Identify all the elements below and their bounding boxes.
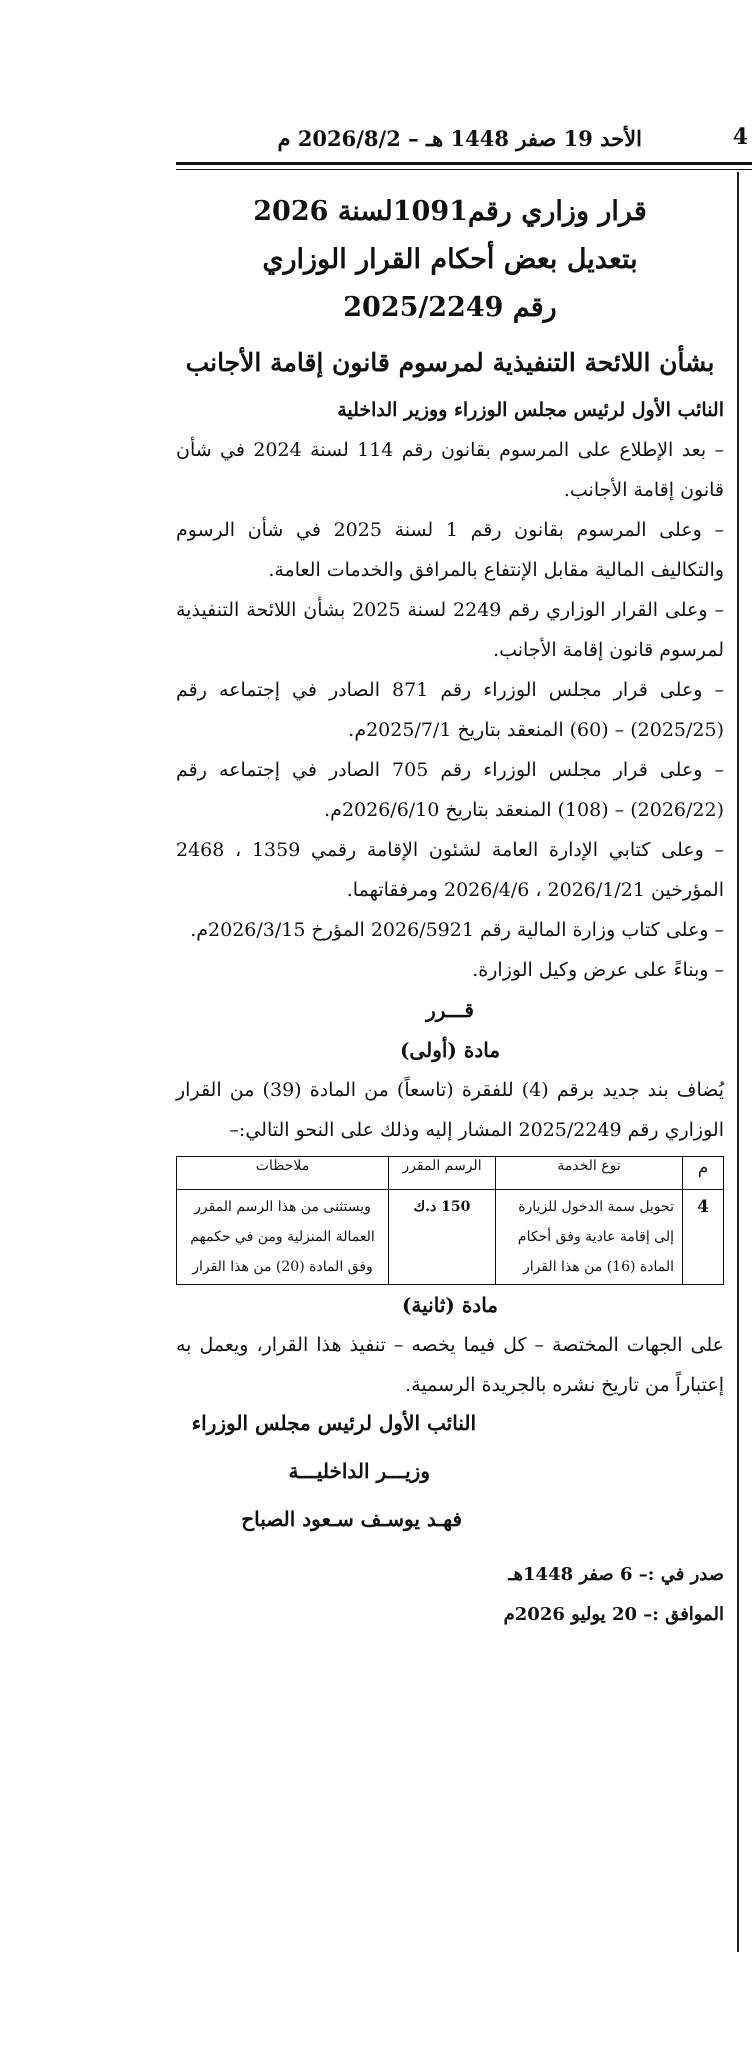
preamble-item: – وعلى القرار الوزاري رقم 2249 لسنة 2025 بشأن اللائحة التنفيذية لمرسوم قانون إقامة الأجانب. (176, 599, 724, 661)
header-fee: الرسم المقرر (389, 1157, 496, 1190)
signatory-name: فهـد يوسـف سـعود الصباح (241, 1507, 462, 1531)
header-notes: ملاحظات (177, 1157, 389, 1190)
header-rule-thick (176, 162, 752, 165)
issuer-line: النائب الأول لرئيس مجلس الوزراء ووزير الداخلية (337, 399, 724, 421)
preamble-item: – وعلى كتاب وزارة المالية رقم 2026/5921 المؤرخ 2026/3/15م. (190, 919, 724, 941)
decree-subtitle: بتعديل بعض أحكام القرار الوزاري (262, 244, 638, 275)
preamble-item: – وعلى كتابي الإدارة العامة لشئون الإقامة رقمي 1359 ، 2468 المؤرخين 2026/1/21 ، 2026/4/6 ومرفقاتهما. (176, 839, 724, 901)
signatory-ministry: وزيـــر الداخليـــة (288, 1459, 430, 1483)
decree-reference-number: رقم 2025/2249 (343, 292, 557, 323)
article-1-text: يُضاف بند جديد برقم (4) للفقرة (تاسعاً) من المادة (39) من القرار الوزاري رقم 2025/2249 المشار إليه وذلك على النحو التالي:– (176, 1079, 725, 1141)
header-rule-thin (176, 169, 752, 170)
header-service-type: نوع الخدمة (496, 1157, 683, 1190)
cell-number: 4 (683, 1190, 724, 1285)
table-row (177, 1190, 724, 1285)
header-number: م (683, 1157, 724, 1190)
preamble-item: – بعد الإطلاع على المرسوم بقانون رقم 114 لسنة 2024 في شأن قانون إقامة الأجانب. (176, 439, 724, 501)
decree-title: قرار وزاري رقم1091لسنة 2026 (253, 196, 647, 227)
preamble-item: – وبناءً على عرض وكيل الوزارة. (472, 959, 724, 981)
preamble-item: – وعلى قرار مجلس الوزراء رقم 705 الصادر في إجتماعه رقم (2026/22) – (108) المنعقد بتاريخ 2026/6/10م. (176, 759, 724, 821)
article-2-heading: مادة (ثانية) (401, 1293, 499, 1317)
article-2-text: على الجهات المختصة – كل فيما يخصه – تنفيذ هذا القرار، ويعمل به إعتباراً من تاريخ نشره بالجريدة الرسمية. (176, 1334, 724, 1396)
decree-subject: بشأن اللائحة التنفيذية لمرسوم قانون إقامة الأجانب (185, 348, 715, 377)
signatory-title: النائب الأول لرئيس مجلس الوزراء (191, 1411, 476, 1435)
signature-block (176, 1405, 724, 1555)
page-header (176, 118, 752, 158)
issue-date-hijri: صدر في :– 6 صفر 1448هـ (508, 1564, 724, 1585)
decided-heading: قـــرر (426, 998, 474, 1022)
cell-fee: 150 د.ك (389, 1190, 496, 1285)
article-1-heading: مادة (أولى) (399, 1038, 501, 1062)
issue-date-gregorian: الموافق :– 20 يوليو 2026م (503, 1604, 724, 1625)
fees-table (176, 1156, 724, 1285)
header-date: الأحد 19 صفر 1448 هـ – 2026/8/2 م (277, 126, 642, 151)
table-header-row (177, 1157, 724, 1190)
preamble-item: – وعلى المرسوم بقانون رقم 1 لسنة 2025 في شأن الرسوم والتكاليف المالية مقابل الإنتفاع بالمرافق والخدمات العامة. (176, 519, 724, 581)
cell-notes: ويستثنى من هذا الرسم المقرر العمالة المنزلية ومن في حكمهم وفق المادة (20) من هذا القرار (177, 1190, 389, 1285)
cell-service-type: تحويل سمة الدخول للزيارة إلى إقامة عادية وفق أحكام المادة (16) من هذا القرار (496, 1190, 683, 1285)
preamble-item: – وعلى قرار مجلس الوزراء رقم 871 الصادر في إجتماعه رقم (2025/25) – (60) المنعقد بتاريخ 2025/7/1م. (176, 679, 724, 741)
column-divider (737, 172, 739, 1952)
decree-column (176, 180, 724, 1635)
page-number: 4 (732, 124, 748, 150)
